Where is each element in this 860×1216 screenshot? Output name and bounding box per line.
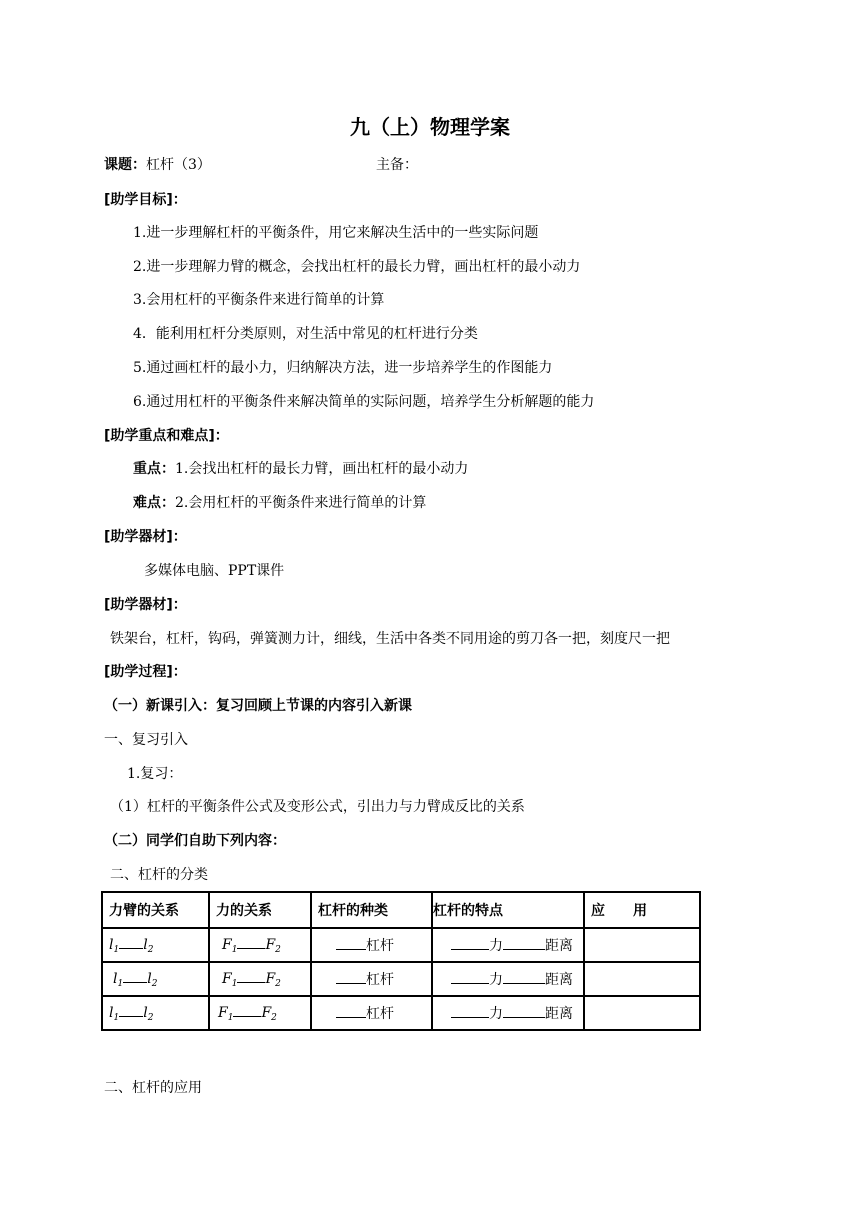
- goal-item-1: 1.进一步理解杠杆的平衡条件，用它来解决生活中的一些实际问题: [133, 225, 539, 241]
- table-header-row: [102, 892, 700, 928]
- force-relation-cell: $F_1$ $F_2$: [209, 962, 311, 996]
- arm-relation-cell: $l_1$ $l_2$: [102, 996, 209, 1030]
- header-arm-relation: 力臂的关系: [102, 892, 209, 928]
- process-heading: [助学过程]：: [104, 664, 187, 680]
- table-row: [102, 962, 700, 996]
- lever-type-cell: 杠杆: [311, 996, 432, 1030]
- force-relation-cell: $F_1$ $F_2$: [209, 996, 311, 1030]
- equipment2-text: 铁架台，杠杆，钩码，弹簧测力计，细线，生活中各类不同用途的剪刀各一把，刻度尺一把: [110, 631, 670, 647]
- goals-heading: [助学目标]：: [104, 192, 187, 208]
- equipment1-heading: [助学器材]：: [104, 529, 187, 545]
- author-label: 主备：: [376, 157, 418, 173]
- classify-heading: 二、杠杆的分类: [110, 867, 208, 883]
- goal-item-5: 5.通过画杠杆的最小力，归纳解决方法，进一步培养学生的作图能力: [133, 360, 553, 376]
- lever-type-cell: 杠杆: [311, 928, 432, 962]
- key-text: 1.会找出杠杆的最长力臂，画出杠杆的最小动力: [175, 461, 469, 477]
- topic-label: 课题：: [104, 157, 146, 173]
- page-title: 九（上）物理学案: [350, 115, 510, 139]
- difficult-text: 2.会用杠杆的平衡条件来进行简单的计算: [175, 495, 427, 511]
- header-lever-type: 杠杆的种类: [311, 892, 432, 928]
- part2-heading: （二）同学们自助下列内容：: [104, 833, 286, 849]
- topic-value: 杠杆（3）: [146, 157, 211, 173]
- arm-relation-cell: $l_1$ $l_2$: [102, 928, 209, 962]
- goal-item-6: 6.通过用杠杆的平衡条件来解决简单的实际问题，培养学生分析解题的能力: [133, 394, 595, 410]
- review-heading: 一、复习引入: [104, 732, 188, 748]
- lever-type-cell: 杠杆: [311, 962, 432, 996]
- force-relation-cell: $F_1$ $F_2$: [209, 928, 311, 962]
- goal-item-4: 4．能利用杠杆分类原则，对生活中常见的杠杆进行分类: [133, 326, 478, 342]
- review-item: 1.复习：: [127, 766, 183, 782]
- arm-relation-cell: $l_1$ $l_2$: [102, 962, 209, 996]
- header-application: 应 用: [584, 892, 700, 928]
- key-points-heading: [助学重点和难点]：: [104, 428, 229, 444]
- lever-feature-cell: 力 距离: [432, 962, 584, 996]
- application-heading: 二、杠杆的应用: [104, 1080, 202, 1096]
- header-force-relation: 力的关系: [209, 892, 311, 928]
- difficult-point-line: [133, 494, 426, 512]
- equipment2-heading: [助学器材]：: [104, 597, 187, 613]
- goal-item-3: 3.会用杠杆的平衡条件来进行简单的计算: [133, 292, 385, 308]
- goal-item-2: 2.进一步理解力臂的概念，会找出杠杆的最长力臂，画出杠杆的最小动力: [133, 259, 581, 275]
- part1-heading: （一）新课引入：复习回顾上节课的内容引入新课: [104, 698, 412, 714]
- lever-classification-table: [101, 891, 701, 1031]
- equipment1-text: 多媒体电脑、PPT课件: [144, 563, 285, 579]
- key-label: 重点：: [133, 461, 175, 477]
- lever-feature-cell: 力 距离: [432, 996, 584, 1030]
- topic-line: [104, 156, 211, 174]
- table-row: [102, 996, 700, 1030]
- application-cell: [584, 962, 700, 996]
- key-point-line: [133, 460, 468, 478]
- application-cell: [584, 996, 700, 1030]
- review-sub: （1）杠杆的平衡条件公式及变形公式，引出力与力臂成反比的关系: [110, 799, 525, 815]
- difficult-label: 难点：: [133, 495, 175, 511]
- header-lever-feature: 杠杆的特点: [432, 892, 584, 928]
- lever-feature-cell: 力 距离: [432, 928, 584, 962]
- table-row: [102, 928, 700, 962]
- application-cell: [584, 928, 700, 962]
